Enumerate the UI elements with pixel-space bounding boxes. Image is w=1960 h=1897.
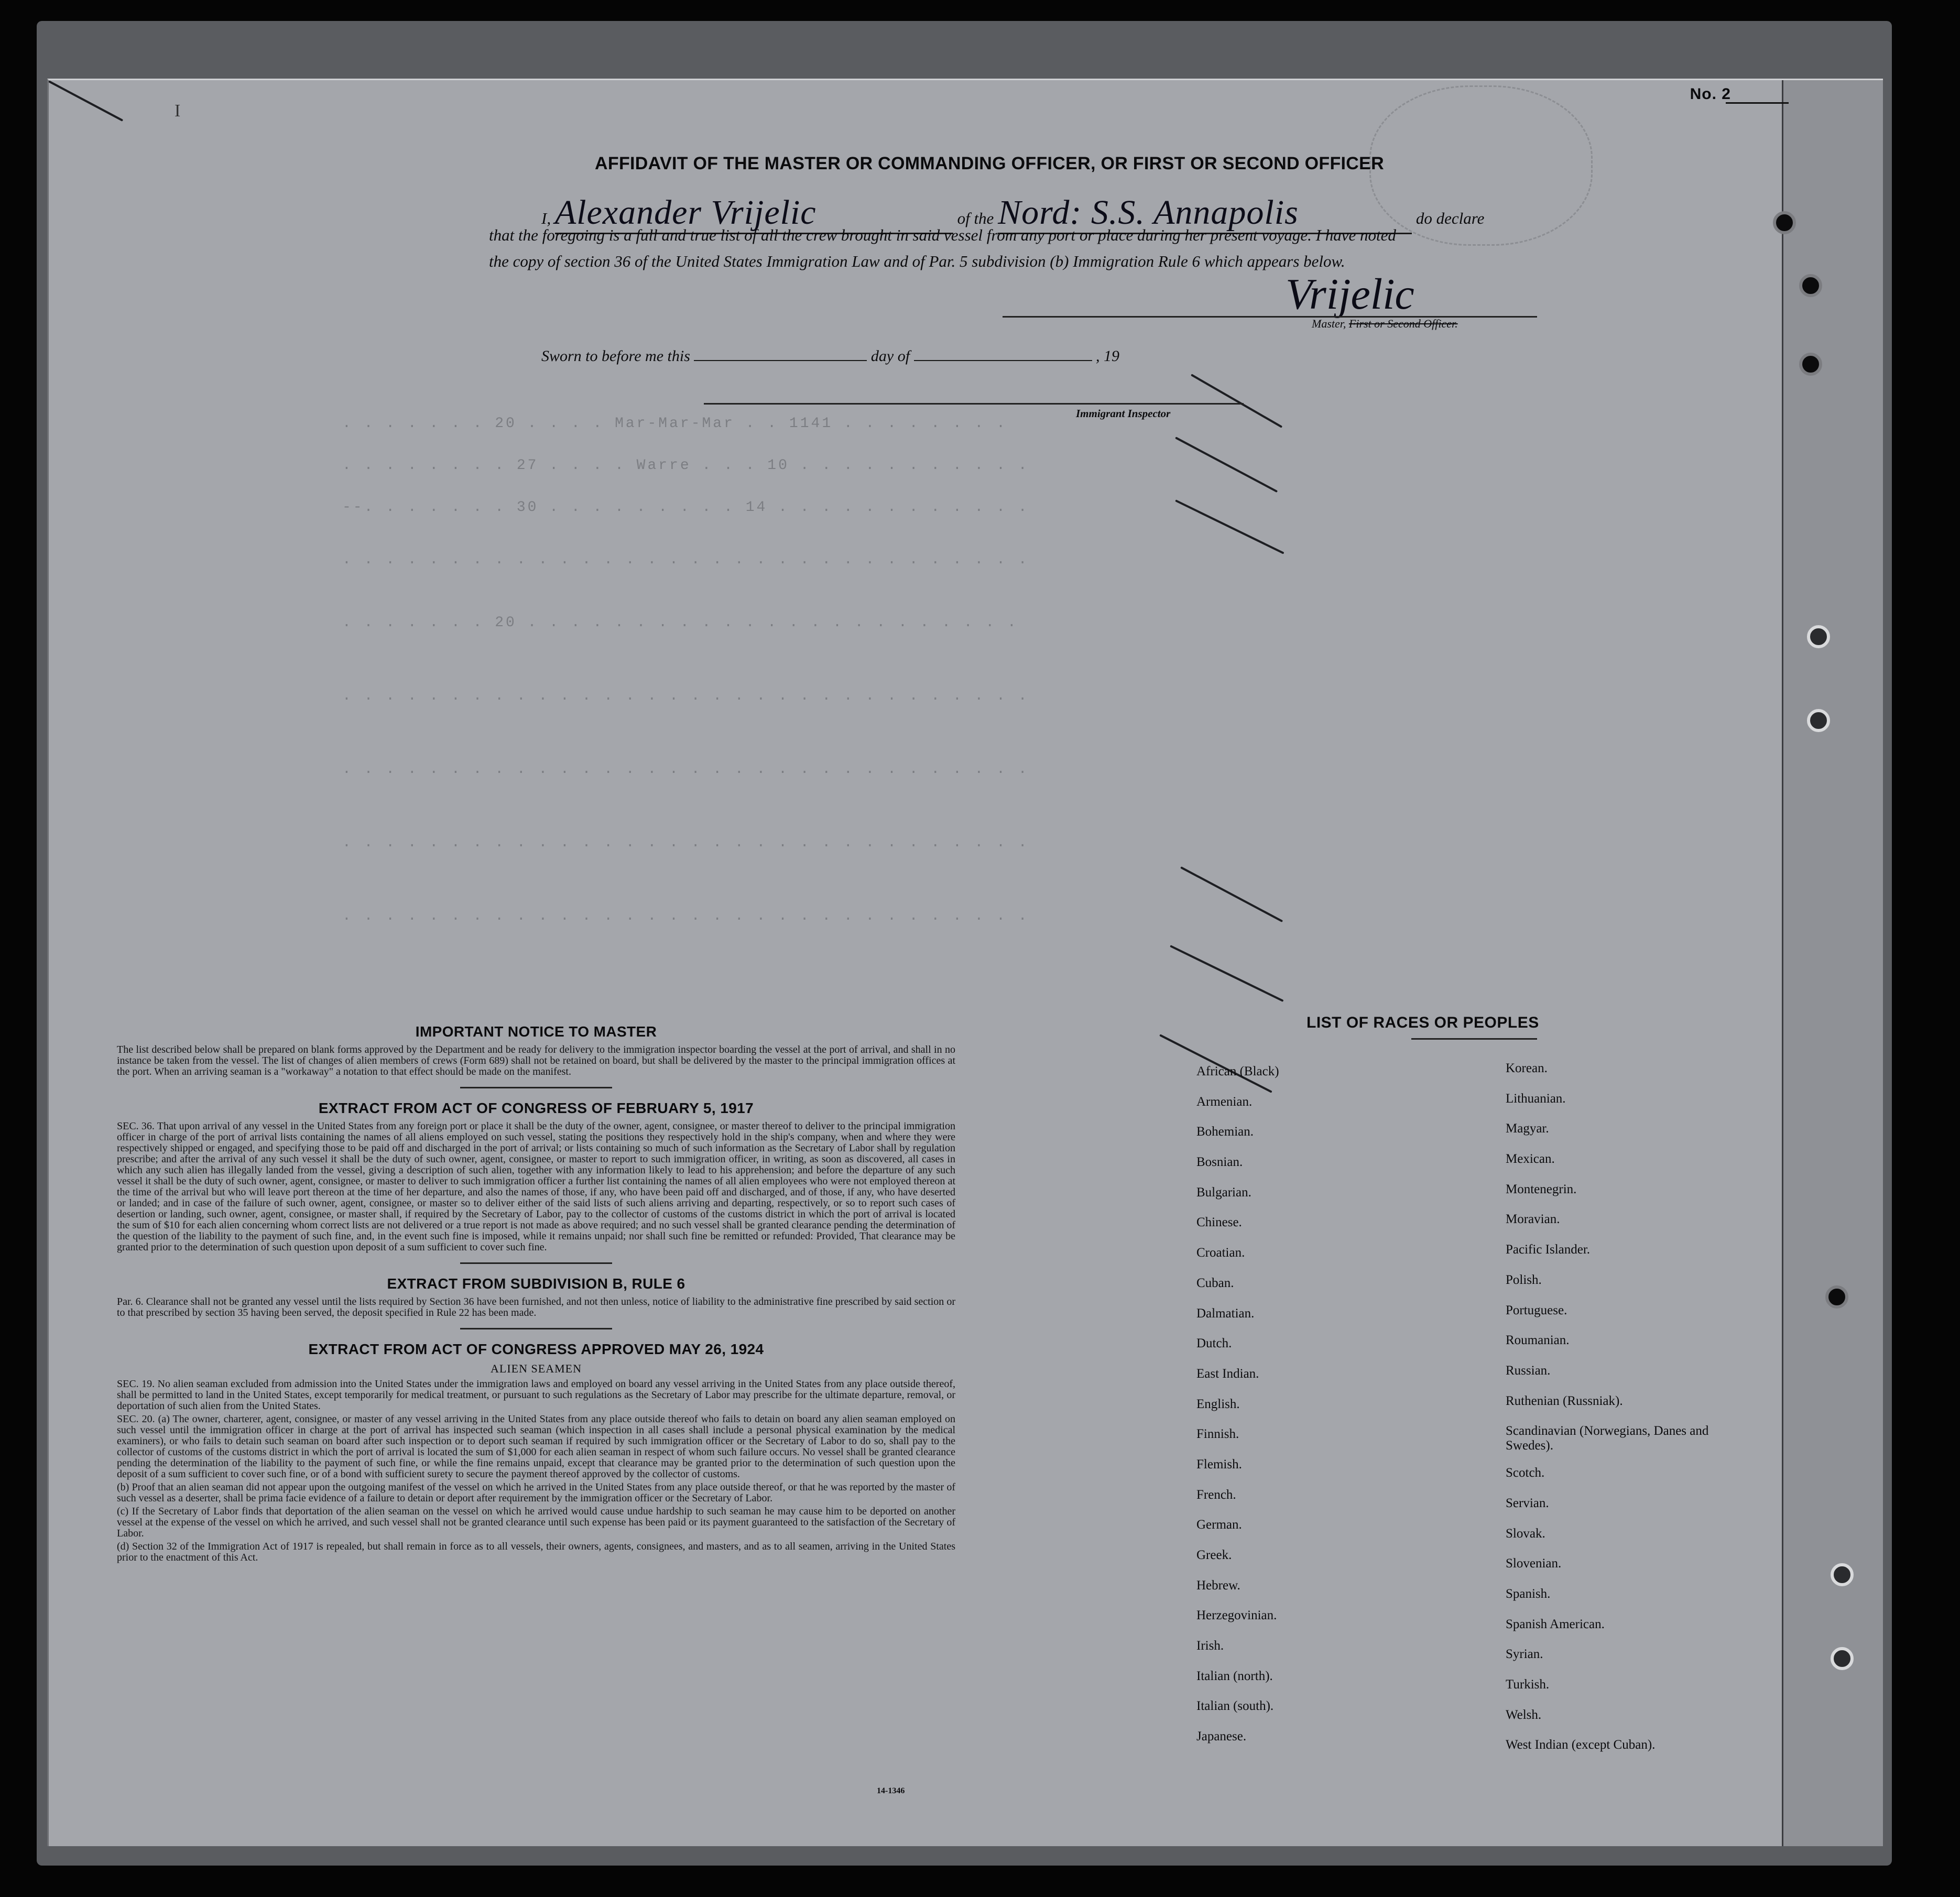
race-item: Polish.: [1506, 1272, 1542, 1287]
race-item: Portuguese.: [1506, 1303, 1567, 1317]
master-caption: Master,: [1312, 317, 1346, 330]
race-item: Spanish American.: [1506, 1617, 1605, 1631]
race-item: Lithuanian.: [1506, 1091, 1566, 1106]
bleed-through-text: . . . . . . . . . . . . . . . . . . . . . . . . . . . . . . . .: [342, 761, 1029, 778]
race-item: Italian (south).: [1196, 1699, 1274, 1714]
punch-hole-icon: [1799, 274, 1822, 297]
race-item: Herzegovinian.: [1196, 1608, 1277, 1623]
race-item: English.: [1196, 1397, 1240, 1411]
race-item: Dalmatian.: [1196, 1306, 1255, 1321]
race-item: Bohemian.: [1196, 1125, 1254, 1139]
bleed-through-text: . . . . . . . . . . . . . . . . . . . . . . . . . . . . . . . .: [342, 688, 1029, 704]
race-item: African (Black): [1196, 1064, 1279, 1078]
race-item: Roumanian.: [1506, 1333, 1570, 1348]
section-divider: [460, 1262, 612, 1264]
affidavit-title: AFFIDAVIT OF THE MASTER OR COMMANDING OFFICER, OR FIRST OR SECOND OFFICER: [595, 154, 1384, 173]
bleed-through-text: . . . . . . . . . . . . . . . . . . . . . . . . . . . . . . . .: [342, 552, 1029, 568]
races-title-underline: [1411, 1038, 1537, 1040]
year-prefix-label: , 19: [1096, 347, 1120, 365]
race-item: Slovak.: [1506, 1526, 1545, 1541]
race-item: Italian (north).: [1196, 1669, 1273, 1683]
affidavit-statement-line-3: the copy of section 36 of the United States Immigration Law and of Par. 5 subdivision (b) Immigration Rule 6 which appears below.: [489, 252, 1345, 270]
punch-hole-icon: [1807, 625, 1830, 648]
officer-caption-struck: First or Second Officer.: [1348, 317, 1458, 330]
race-item: Scandinavian (Norwegians, Danes and Swedes).: [1506, 1424, 1709, 1453]
race-item: Dutch.: [1196, 1336, 1232, 1351]
race-item: Mexican.: [1506, 1152, 1555, 1166]
extract-rule6-body: Par. 6. Clearance shall not be granted any vessel until the lists required by Section 36 have been furnished, and not then unless, notice of liability to the administrative fine prescribed by said section or to that prescribed by section 35 having been served, the deposit specified in Rule 22 has been made.: [117, 1296, 955, 1318]
bleed-through-text: --. . . . . . . 30 . . . . . . . . . 14 . . . . . . . . . . . .: [342, 499, 1029, 516]
race-item: Servian.: [1506, 1496, 1549, 1510]
inspector-signature-line: [704, 403, 1244, 405]
officer-name-handwriting: Alexander Vrijelic: [554, 193, 816, 232]
affidavit-statement-line-2: that the foregoing is a full and true list of all the crew brought in said vessel from any port or place during her present voyage. I have noted: [489, 226, 1396, 244]
pen-tick-mark: [1170, 945, 1283, 1002]
race-item: Scotch.: [1506, 1466, 1545, 1480]
officer-signature: Vrijelic: [1286, 270, 1414, 319]
sec-20c-text: (c) If the Secretary of Labor finds that deportation of the alien seaman on the vessel on which he arrived would cause undue hardship to such seaman he may cause him to be deported on another vessel at the expense of the vessel on which he arrived, and such vessel shall not be granted clearance until such expense has been paid or its payment guaranteed to the satisfaction of the Secretary of Labor.: [117, 1506, 955, 1539]
sec-20b-text: (b) Proof that an alien seaman did not appear upon the outgoing manifest of the vessel on which he arrived in the United States from any place outside thereof, or that he was reported by the master of such vessel as a deserter, shall be prima facie evidence of a failure to detain or deport after requirement by the immigration officer or the Secretary of Labor.: [117, 1481, 955, 1504]
sworn-month-field: [914, 360, 1092, 361]
sworn-label: Sworn to before me this: [541, 347, 690, 365]
do-declare-label: do declare: [1415, 209, 1485, 227]
race-item: Magyar.: [1506, 1121, 1549, 1136]
corner-mark: I: [175, 101, 181, 121]
section-divider: [460, 1087, 612, 1088]
sworn-statement: [541, 347, 1119, 365]
bleed-through-text: . . . . . . . . . . . . . . . . . . . . . . . . . . . . . . . .: [342, 908, 1029, 924]
race-item: Turkish.: [1506, 1677, 1550, 1692]
extract-1924-title: EXTRACT FROM ACT OF CONGRESS APPROVED MAY 26, 1924: [308, 1341, 764, 1357]
sheet-number-label: No. 2: [1690, 85, 1731, 103]
race-item: Ruthenian (Russniak).: [1506, 1393, 1623, 1408]
race-item: Bosnian.: [1196, 1155, 1243, 1170]
extract-1917-body: SEC. 36. That upon arrival of any vessel in the United States from any foreign port or place it shall be the duty of the owner, agent, consignee, or master thereof to deliver to the principal immigration officer in charge of the port of arrival lists containing the names of all aliens employed on such vessel, stating the positions they respectively hold in the ship's company, when and where they were respectively shipped or engaged, and specifying those to be paid off and discharged in the port of arrival; or lists containing so much of such information as the Secretary of Labor shall by regulation prescribe; and after the arrival of any such vessel it shall be the duty of such owner, agent, consignee, or master to report to such immigration officer, in writing, as soon as discovered, all cases in which any such alien has illegally landed from the vessel, giving a description of such alien, together with any information likely to lead to his apprehension; and before the departure of any such vessel it shall be the duty of such owner, agent, consignee, or master to deliver to such immigration officer a further list containing the names of all alien employees who were not employed thereon at the time of the arrival but who will leave port thereon at the time of her departure, and also the names of those, if any, who have been paid off and discharged, and of those, if any, who have deserted or landed; and in case of the failure of such owner, agent, consignee, or master so to deliver either of the said lists of such aliens arriving and departing, respectively, or so to report such cases of desertion or landing, such owner, agent, consignee, or master shall, if required by the Secretary of Labor, pay to the collector of customs of the customs district in which the port of arrival is located the sum of $10 for each alien concerning whom correct lists are not delivered or a true report is not made as above required; and no such vessel shall be granted clearance pending the determination of the question of the liability to the payment of such fine, and, in the event such fine is imposed, while it remains unpaid; nor shall such fine be remitted or refunded: Provided, That clearance may be granted prior to the determination of such question upon deposit of a sum sufficient to cover such fine.: [117, 1120, 955, 1253]
race-item: Armenian.: [1196, 1094, 1253, 1109]
race-item: Finnish.: [1196, 1427, 1239, 1442]
races-list-title: LIST OF RACES OR PEOPLES: [1306, 1014, 1539, 1031]
sec-20a-text: SEC. 20. (a) The owner, charterer, agent, consignee, or master of any vessel arriving in the United States from any place outside thereof who fails to detain on board any alien seaman employed on such vessel until the immigration officer in charge at the port of arrival has inspected such seaman (which inspection in all cases shall include a personal physical examination by the medical examiners), or who fails to detain such seaman on board after such inspection or to deport such seaman if required by such immigration officer or the Secretary of Labor to do so, shall pay to the collector of customs of the customs district in which the port of arrival is located the sum of $1,000 for each alien seaman in respect of whom such failure occurs. No vessel shall be granted clearance pending the determination of the liability to the payment of such fine, or while the fine remains unpaid, except that clearance may be granted prior to the determination of such question upon the deposit of a sum sufficient to cover such fine, or of a bond with sufficient surety to secure the payment thereof approved by the collector of customs.: [117, 1413, 955, 1480]
race-item: Cuban.: [1196, 1275, 1234, 1290]
bleed-through-text: . . . . . . . . 27 . . . . Warre . . . 10 . . . . . . . . . . .: [342, 457, 1029, 474]
sheet-number-underline: [1726, 102, 1789, 104]
notice-title: IMPORTANT NOTICE TO MASTER: [415, 1023, 657, 1040]
punch-hole-icon: [1831, 1563, 1854, 1586]
race-item: Flemish.: [1196, 1457, 1242, 1471]
pen-tick-mark: [48, 80, 123, 122]
bleed-through-text: . . . . . . . . . . . . . . . . . . . . . . . . . . . . . . . .: [342, 835, 1029, 851]
bleed-through-text: . . . . . . . 20 . . . . . . . . . . . . . . . . . . . . . . .: [342, 615, 1018, 631]
race-item: Hebrew.: [1196, 1578, 1240, 1593]
i-label: I,: [541, 209, 551, 227]
legal-notice-column: [117, 1023, 955, 1565]
day-of-label: day of: [870, 347, 910, 365]
extract-1924-subtitle: ALIEN SEAMEN: [491, 1362, 582, 1375]
race-item: Syrian.: [1506, 1647, 1543, 1662]
notice-body: The list described below shall be prepared on blank forms approved by the Department and be ready for delivery to the immigration inspector boarding the vessel at the port of arrival, and shall in no instance be taken from the vessel. The list of changes of alien members of crews (Form 689) shall not be retained on board, but shall be delivered by the master to the principal immigration offices at the port. When an arriving seaman is a "workaway" a notation to that effect should be made on the manifest.: [117, 1044, 955, 1077]
races-right-column: [1506, 1061, 1710, 1768]
race-item: Irish.: [1196, 1639, 1224, 1653]
sec-20d-text: (d) Section 32 of the Immigration Act of 1917 is repealed, but shall remain in force as to all vessels, their owners, agents, consignees, and masters, and as to all seamen, arriving in the United States prior to the enactment of this Act.: [117, 1541, 955, 1563]
bleed-through-text: . . . . . . . 20 . . . . Mar-Mar-Mar . . 1141 . . . . . . . .: [342, 416, 1007, 432]
race-item: Moravian.: [1506, 1212, 1560, 1227]
extract-1917-title: EXTRACT FROM ACT OF CONGRESS OF FEBRUARY 5, 1917: [318, 1100, 754, 1116]
sworn-day-field: [694, 360, 867, 361]
race-item: East Indian.: [1196, 1366, 1259, 1381]
punch-hole-icon: [1807, 709, 1830, 732]
signature-caption: [1312, 317, 1458, 331]
race-item: Korean.: [1506, 1061, 1548, 1075]
document-page: [47, 79, 1883, 1846]
race-item: Pacific Islander.: [1506, 1242, 1591, 1257]
sec-19-text: SEC. 19. No alien seaman excluded from admission into the United States under the immigration laws and employed on board any vessel arriving in the United States from any place outside thereof, shall be permitted to land in the United States, except temporarily for medical treatment, or pursuant to such regulations as the Secretary of Labor may prescribe for the ultimate departure, removal, or deportation of such alien from the United States.: [117, 1378, 955, 1412]
race-item: German.: [1196, 1518, 1242, 1532]
race-item: Croatian.: [1196, 1246, 1245, 1260]
vessel-name-handwriting: Nord: S.S. Annapolis: [998, 193, 1299, 232]
punch-hole-icon: [1773, 211, 1796, 234]
race-item: Russian.: [1506, 1363, 1551, 1378]
race-item: Bulgarian.: [1196, 1185, 1251, 1200]
race-item: Greek.: [1196, 1548, 1232, 1562]
section-divider: [460, 1328, 612, 1329]
race-item: Spanish.: [1506, 1587, 1551, 1601]
form-number: 14-1346: [877, 1786, 905, 1795]
race-item: Japanese.: [1196, 1729, 1247, 1744]
punch-hole-icon: [1825, 1285, 1848, 1309]
race-item: Chinese.: [1196, 1215, 1242, 1230]
extract-rule6-title: EXTRACT FROM SUBDIVISION B, RULE 6: [387, 1275, 685, 1292]
race-item: Montenegrin.: [1506, 1182, 1577, 1196]
race-item: Slovenian.: [1506, 1556, 1562, 1571]
race-item: French.: [1196, 1487, 1236, 1502]
race-item: Welsh.: [1506, 1707, 1542, 1722]
race-item: West Indian (except Cuban).: [1506, 1738, 1656, 1752]
races-left-column: [1196, 1064, 1279, 1760]
of-the-label: of the: [957, 209, 994, 227]
punch-hole-icon: [1831, 1647, 1854, 1670]
punch-hole-icon: [1799, 353, 1822, 376]
inspector-caption: Immigrant Inspector: [1076, 407, 1171, 420]
